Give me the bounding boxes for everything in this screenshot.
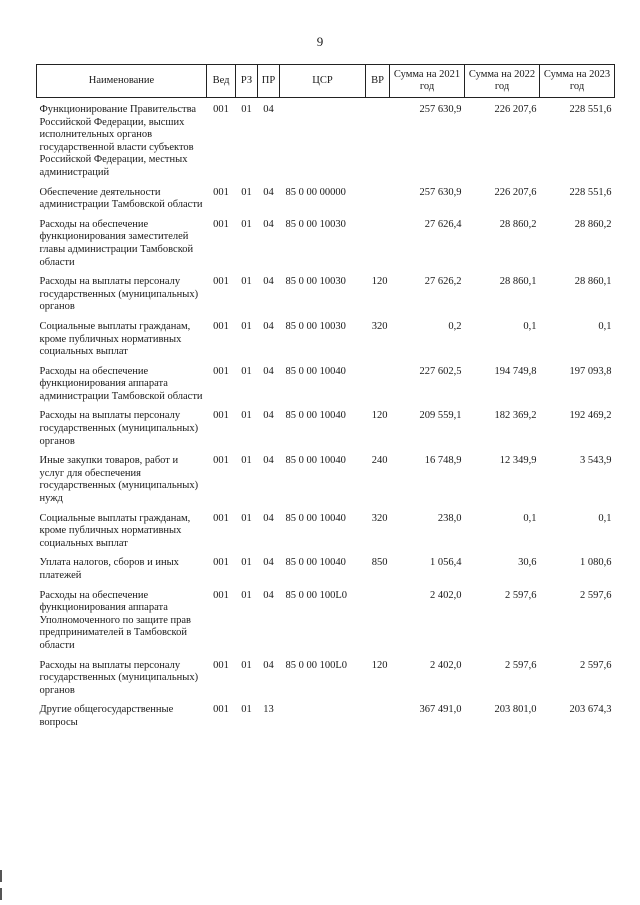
row-name: Уплата налогов, сборов и иных платежей — [39, 557, 179, 581]
row-sum-2022: 2 597,6 — [505, 659, 537, 671]
row-name: Расходы на выплаты персоналу государственных (муниципальных) органов — [39, 410, 199, 447]
row-ved: 001 — [213, 455, 229, 467]
row-name: Расходы на выплаты персоналу государственных (муниципальных) органов — [39, 659, 199, 696]
row-vr: 120 — [371, 410, 388, 422]
row-rz: 01 — [241, 276, 252, 288]
table-row — [37, 657, 615, 702]
row-name: Расходы на выплаты персоналу государственных (муниципальных) органов — [39, 276, 199, 313]
row-ved: 001 — [213, 557, 229, 569]
row-sum-2023: 2 597,6 — [580, 589, 612, 601]
row-rz: 01 — [241, 410, 252, 422]
row-vr: 120 — [371, 276, 388, 288]
row-pr: 04 — [263, 186, 274, 198]
header-sum-2021: Сумма на 2021 год — [390, 65, 465, 98]
row-sum-2023: 228 551,6 — [569, 104, 612, 115]
row-vr: 120 — [371, 659, 388, 671]
scan-edge-mark — [0, 870, 2, 882]
row-pr: 04 — [263, 410, 274, 422]
row-sum-2022: 226 207,6 — [494, 186, 537, 198]
header-pr: ПР — [258, 65, 280, 98]
row-rz: 01 — [241, 104, 252, 115]
header-csr: ЦСР — [280, 65, 366, 98]
row-pr: 04 — [263, 218, 274, 230]
row-vr — [366, 98, 390, 184]
row-pr: 04 — [263, 365, 274, 377]
row-csr — [280, 701, 366, 733]
row-sum-2023: 0,1 — [598, 512, 612, 524]
table-row — [37, 273, 615, 318]
row-sum-2021: 2 402,0 — [430, 659, 462, 671]
row-pr: 04 — [263, 455, 274, 467]
row-csr: 85 0 00 10040 — [285, 455, 346, 467]
row-vr — [366, 184, 390, 216]
row-rz: 01 — [241, 704, 252, 716]
header-rz: РЗ — [236, 65, 258, 98]
row-rz: 01 — [241, 320, 252, 332]
row-rz: 01 — [241, 365, 252, 377]
row-ved: 001 — [213, 320, 229, 332]
table-body — [37, 98, 615, 734]
row-sum-2023: 3 543,9 — [580, 455, 612, 467]
row-sum-2023: 1 080,6 — [580, 557, 612, 569]
row-csr — [280, 98, 366, 184]
row-name: Расходы на обеспечение функционирования аппарата администрации Тамбовской области — [39, 365, 203, 402]
row-vr: 850 — [371, 557, 388, 569]
row-sum-2023: 203 674,3 — [569, 704, 612, 716]
row-sum-2021: 367 491,0 — [419, 704, 462, 716]
row-sum-2023: 0,1 — [598, 320, 612, 332]
row-sum-2023: 192 469,2 — [569, 410, 612, 422]
row-pr: 04 — [263, 512, 274, 524]
row-rz: 01 — [241, 455, 252, 467]
row-ved: 001 — [213, 186, 229, 198]
row-vr — [366, 587, 390, 657]
row-rz: 01 — [241, 186, 252, 198]
row-csr: 85 0 00 100L0 — [285, 589, 348, 601]
row-ved: 001 — [213, 589, 229, 601]
row-vr: 240 — [371, 455, 388, 467]
row-csr: 85 0 00 10030 — [285, 218, 346, 230]
row-rz: 01 — [241, 512, 252, 524]
table-row — [37, 452, 615, 509]
row-sum-2023: 197 093,8 — [569, 365, 612, 377]
row-ved: 001 — [213, 659, 229, 671]
header-ved: Вед — [207, 65, 236, 98]
row-sum-2022: 203 801,0 — [494, 704, 537, 716]
table-row — [37, 701, 615, 733]
row-sum-2022: 0,1 — [523, 320, 537, 332]
row-csr: 85 0 00 10040 — [285, 410, 346, 422]
row-sum-2021: 227 602,5 — [419, 365, 462, 377]
row-pr: 04 — [263, 276, 274, 288]
row-sum-2022: 226 207,6 — [494, 104, 537, 115]
row-sum-2022: 182 369,2 — [494, 410, 537, 422]
row-rz: 01 — [241, 557, 252, 569]
table-row — [37, 98, 615, 184]
row-sum-2021: 209 559,1 — [419, 410, 462, 422]
row-pr: 13 — [263, 704, 274, 716]
row-ved: 001 — [213, 104, 229, 115]
row-sum-2021: 1 056,4 — [430, 557, 462, 569]
budget-table — [36, 64, 615, 734]
row-sum-2022: 28 860,2 — [499, 218, 537, 230]
row-sum-2022: 0,1 — [523, 512, 537, 524]
table-row — [37, 318, 615, 363]
table-header-row — [37, 65, 615, 98]
row-name: Расходы на обеспечение функционирования заместителей главы администрации Тамбовской области — [39, 218, 194, 268]
row-ved: 001 — [213, 704, 229, 716]
row-sum-2023: 2 597,6 — [580, 659, 612, 671]
table-row — [37, 554, 615, 586]
table-row — [37, 184, 615, 216]
header-sum-2022: Сумма на 2022 год — [465, 65, 540, 98]
row-sum-2021: 257 630,9 — [419, 186, 462, 198]
row-ved: 001 — [213, 410, 229, 422]
scan-edge-mark — [0, 888, 2, 900]
row-sum-2023: 228 551,6 — [569, 186, 612, 198]
row-sum-2023: 28 860,2 — [574, 218, 612, 230]
row-sum-2021: 257 630,9 — [419, 104, 462, 115]
row-ved: 001 — [213, 276, 229, 288]
row-name: Обеспечение деятельности администрации Тамбовской области — [39, 186, 203, 211]
row-name: Социальные выплаты гражданам, кроме публичных нормативных социальных выплат — [39, 320, 191, 358]
row-sum-2022: 28 860,1 — [499, 276, 537, 288]
row-name: Расходы на обеспечение функционирования аппарата Уполномоченного по защите прав предпринимателей в Тамбовской области — [39, 589, 191, 651]
row-csr: 85 0 00 10040 — [285, 557, 346, 569]
table-row — [37, 407, 615, 452]
table-row — [37, 363, 615, 408]
row-sum-2021: 2 402,0 — [430, 589, 462, 601]
row-pr: 04 — [263, 589, 274, 601]
table-row — [37, 587, 615, 657]
table-row — [37, 216, 615, 273]
row-csr: 85 0 00 00000 — [285, 186, 346, 198]
header-vr: ВР — [366, 65, 390, 98]
row-sum-2022: 194 749,8 — [494, 365, 537, 377]
row-rz: 01 — [241, 218, 252, 230]
row-name: Социальные выплаты гражданам, кроме публичных нормативных социальных выплат — [39, 512, 191, 549]
row-pr: 04 — [263, 557, 274, 569]
header-name: Наименование — [37, 65, 207, 98]
row-rz: 01 — [241, 659, 252, 671]
row-vr — [366, 216, 390, 273]
row-sum-2021: 27 626,4 — [424, 218, 462, 230]
row-vr — [366, 363, 390, 408]
row-sum-2023: 28 860,1 — [574, 276, 612, 288]
row-sum-2021: 27 626,2 — [424, 276, 462, 288]
row-name: Другие общегосударственные вопросы — [39, 704, 174, 728]
row-vr — [366, 701, 390, 733]
row-ved: 001 — [213, 512, 229, 524]
row-rz: 01 — [241, 589, 252, 601]
row-vr: 320 — [371, 512, 388, 524]
header-sum-2023: Сумма на 2023 год — [540, 65, 615, 98]
row-pr: 04 — [263, 659, 274, 671]
row-sum-2022: 2 597,6 — [505, 589, 537, 601]
row-pr: 04 — [263, 320, 274, 332]
row-sum-2022: 12 349,9 — [499, 455, 537, 467]
row-sum-2021: 238,0 — [437, 512, 462, 524]
row-sum-2021: 0,2 — [448, 320, 462, 332]
row-vr: 320 — [371, 320, 388, 332]
row-ved: 001 — [213, 218, 229, 230]
row-csr: 85 0 00 10030 — [285, 276, 346, 288]
row-csr: 85 0 00 10040 — [285, 512, 346, 524]
page-number: 9 — [316, 34, 324, 49]
row-sum-2022: 30,6 — [518, 557, 537, 569]
row-sum-2021: 16 748,9 — [424, 455, 462, 467]
table-row — [37, 510, 615, 555]
row-csr: 85 0 00 10040 — [285, 365, 346, 377]
row-name: Иные закупки товаров, работ и услуг для обеспечения государственных (муниципальных) нужд — [39, 455, 199, 505]
row-csr: 85 0 00 100L0 — [285, 659, 348, 671]
row-ved: 001 — [213, 365, 229, 377]
row-csr: 85 0 00 10030 — [285, 320, 346, 332]
row-pr: 04 — [263, 104, 274, 115]
row-name: Функционирование Правительства Российской Федерации, высших исполнительных органов государственной власти субъектов Российской Федерации, местных администраций — [39, 104, 197, 178]
